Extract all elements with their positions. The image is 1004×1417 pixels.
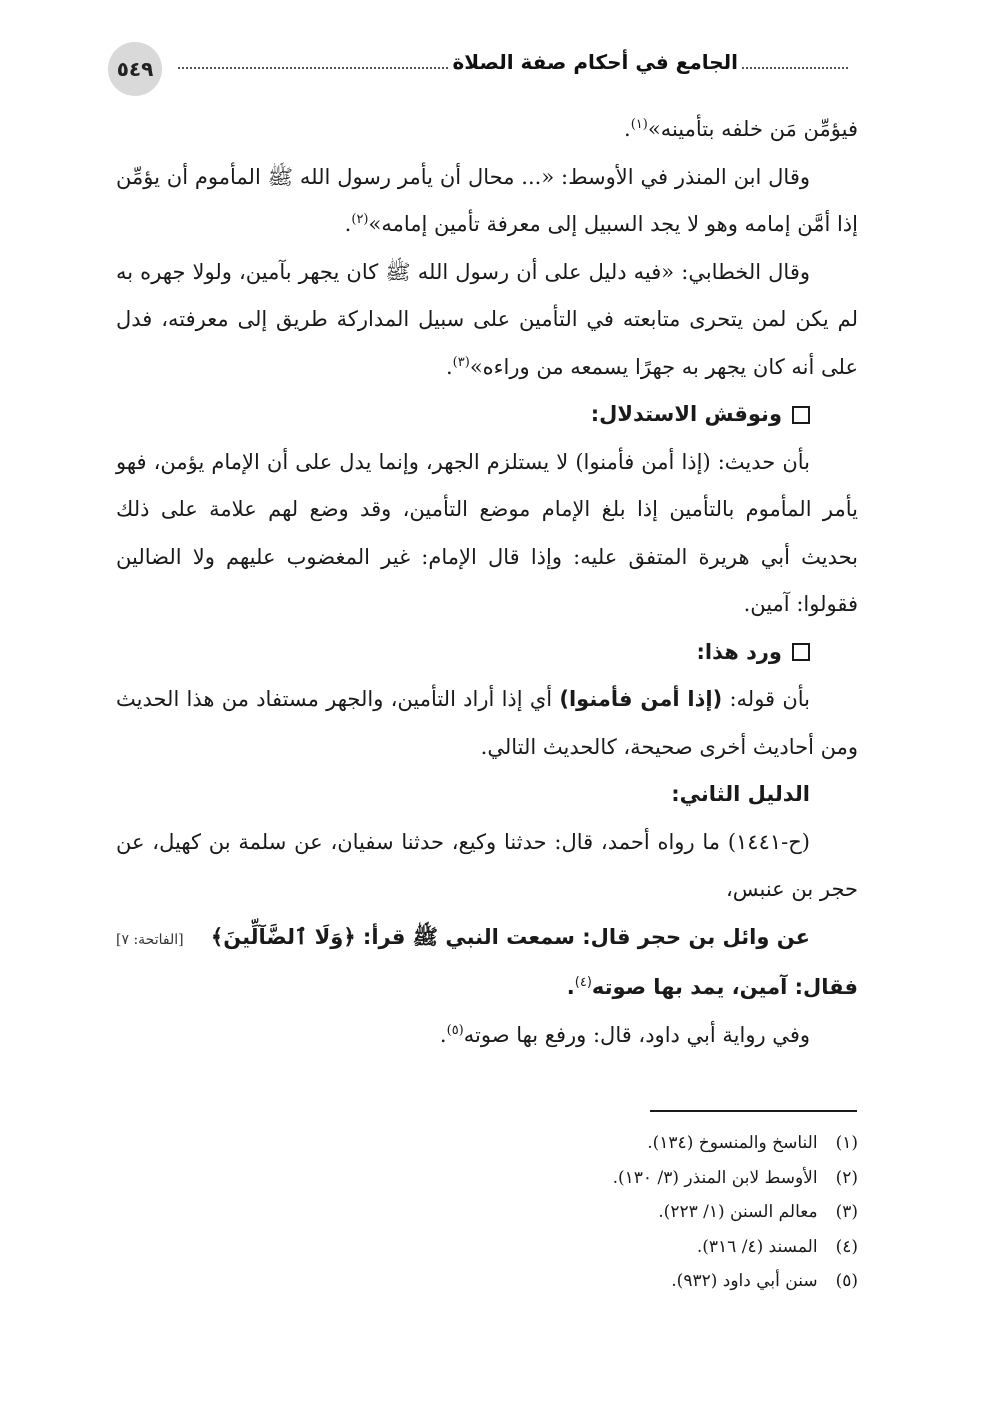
footnote-text: سنن أبي داود (٩٣٢). [671, 1271, 818, 1291]
heading-text: ونوقش الاستدلال: [590, 402, 782, 426]
heading-text: ورد هذا: [696, 639, 782, 664]
footnote-number: (٣) [835, 1202, 858, 1222]
page-number: ٥٤٩ [108, 42, 162, 96]
paragraph-text: فيؤمِّن مَن خلفه بتأمينه» [647, 117, 858, 141]
footnote-text: الناسخ والمنسوخ (١٣٤). [647, 1133, 818, 1153]
quoted-hadith: (إذا أمن فأمنوا) [559, 687, 723, 711]
hadith-line: فقال: آمين، يمد بها صوته [591, 975, 858, 999]
main-text [116, 106, 858, 1059]
paragraph [116, 676, 858, 771]
paragraph: وقال الخطابي: «فيه دليل على أن رسول الله ﷺ كان يجهر بآمين، ولولا جهره به لم يكن لمن يتحرى متابعته في التأمين على سبيل المداركة طريق إلى معرفته، فدل على أنه كان يجهر به جهرًا يسمعه من وراءه»$^{(٣)}$. [116, 259, 858, 379]
paragraph: فيؤمِّن مَن خلفه بتأمينه»$^{(١)}$. [624, 117, 858, 141]
footnote [400, 1126, 858, 1161]
header-leader-dots [178, 67, 448, 69]
footnote-text: الأوسط لابن المنذر (٣/ ١٣٠). [612, 1167, 818, 1188]
paragraph: (ح-١٤٤١) ما رواه أحمد، قال: حدثنا وكيع، حدثنا سفيان، عن سلمة بن كهيل، عن حجر بن عنبس، [116, 829, 858, 901]
footnote [400, 1161, 858, 1196]
footnote-number: (٤) [835, 1236, 858, 1257]
footnote-marker: (٣) [452, 354, 470, 370]
footnote-number: (٥) [835, 1271, 858, 1291]
footnote-text: معالم السنن (١/ ٢٢٣). [658, 1202, 818, 1222]
paragraph-text: بأن قوله: [722, 687, 810, 711]
footnote-number: (٢) [835, 1167, 858, 1188]
hadith-line: عن وائل بن حجر قال: سمعت النبي ﷺ قرأ: ﴿وَلَا ٱلضَّآلِّينَ﴾ [210, 924, 810, 949]
footnote [400, 1230, 858, 1265]
footnote-marker: (٤) [574, 975, 592, 990]
paragraph: وقال ابن المنذر في الأوسط: «... محال أن يأمر رسول الله ﷺ المأموم أن يؤمِّن إذا أمَّن إمامه وهو لا يجد السبيل إلى معرفة تأمين إمامه»$^{(٢)}$. [116, 164, 858, 236]
paragraph-text: وقال ابن المنذر في الأوسط: «... محال أن يأمر رسول الله ﷺ المأموم أن يؤمِّن إذا أمَّن إمامه وهو لا يجد السبيل إلى معرفة تأمين إمامه» [116, 164, 858, 236]
footnote-marker: (٥) [446, 1022, 464, 1038]
footnote-text: المسند (٤/ ٣١٦). [696, 1236, 818, 1257]
quran-reference: [الفاتحة: ٧] [116, 931, 184, 948]
book-title: الجامع في أحكام صفة الصلاة [452, 50, 738, 74]
running-header [108, 42, 848, 96]
section-heading [116, 629, 858, 677]
header-leader-dots [742, 67, 848, 69]
hadith-text: فقال: آمين، يمد بها صوته$^{(٤)}$. [566, 975, 858, 999]
hadith-text [116, 914, 858, 965]
square-bullet-icon [792, 406, 810, 424]
section-heading [116, 771, 858, 819]
footnote [400, 1264, 858, 1299]
square-bullet-icon [792, 643, 810, 661]
paragraph-text: وقال الخطابي: «فيه دليل على أن رسول الله ﷺ كان يجهر بآمين، ولولا جهره به لم يكن لمن يتحرى متابعته في التأمين على سبيل المداركة طريق إلى معرفته، فدل على أنه كان يجهر به جهرًا يسمعه من وراءه» [116, 259, 858, 379]
footnote-marker: (٢) [351, 212, 369, 227]
footnote-separator [650, 1110, 857, 1112]
footnotes [400, 1126, 858, 1299]
paragraph-text: أي إذا أراد التأمين، والجهر مستفاد من هذا الحديث ومن أحاديث أخرى صحيحة، كالحديث التالي. [116, 687, 858, 759]
footnote-marker: (١) [630, 117, 648, 132]
section-heading [116, 391, 858, 439]
paragraph-text: وفي رواية أبي داود، قال: ورفع بها صوته [463, 1022, 810, 1047]
footnote-number: (١) [835, 1133, 858, 1153]
paragraph: وفي رواية أبي داود، قال: ورفع بها صوته$^{(٥)}$. [439, 1022, 810, 1047]
heading-text: الدليل الثاني: [671, 782, 810, 806]
footnote [400, 1195, 858, 1230]
paragraph: بأن حديث: (إذا أمن فأمنوا) لا يستلزم الجهر، وإنما يدل على أن الإمام يؤمن، فهو يأمر المأموم بالتأمين إذا بلغ الإمام موضع التأمين، وقد وضع لهم علامة على ذلك بحديث أبي هريرة المتفق عليه: وإذا قال الإمام: غير المغضوب عليهم ولا الضالين فقولوا: آمين. [116, 449, 858, 616]
